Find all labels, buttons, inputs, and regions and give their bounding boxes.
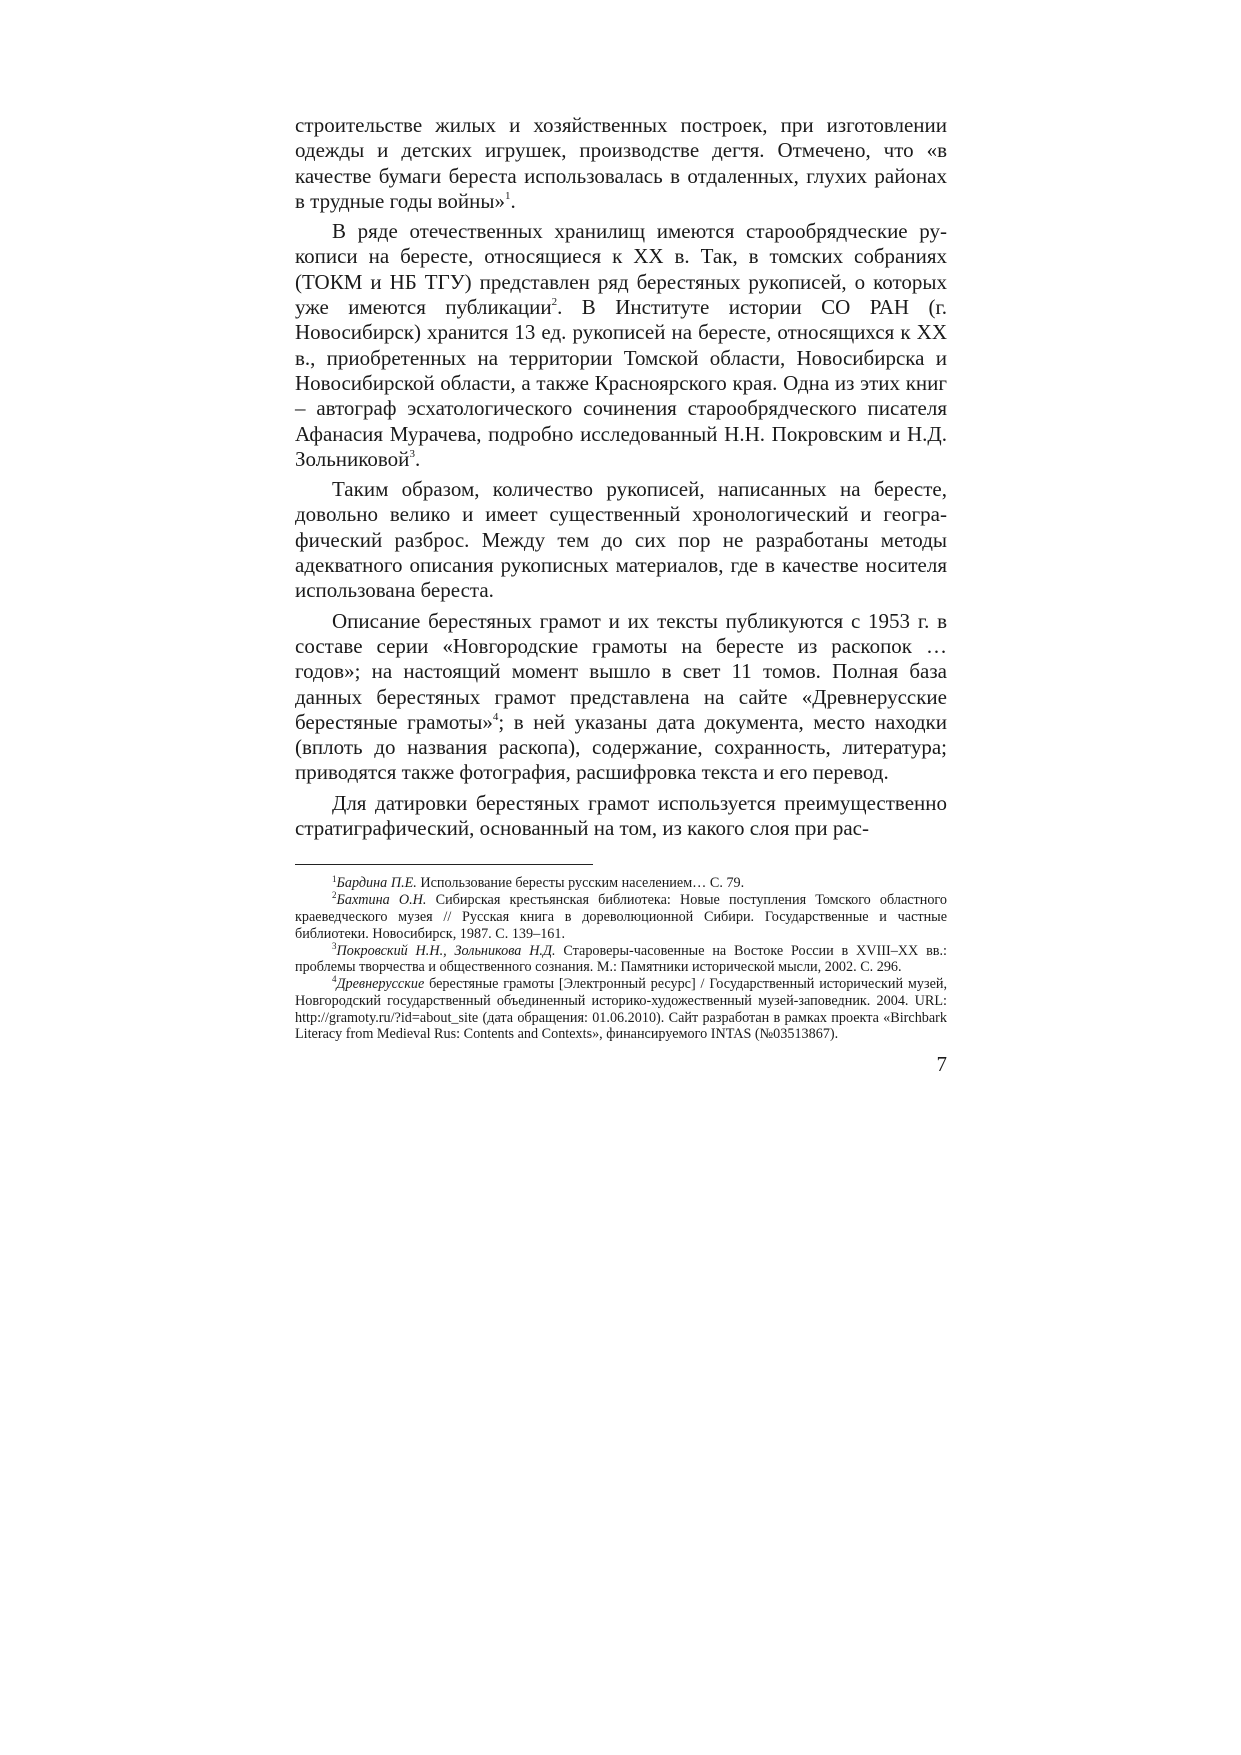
page-number: 7 — [936, 1052, 947, 1077]
footnote-number: 3 — [332, 940, 337, 951]
footnote-divider — [295, 864, 593, 865]
footnote — [295, 940, 947, 977]
footnote — [295, 976, 947, 1043]
footnote-text: Староверы-часовенные на Востоке России в XVIII–XX вв.: проблемы творчества и общественного сознания. М.: Памятники исторической мысли, 2002. С. 296. — [295, 942, 947, 976]
paragraph-text: Таким образом, количество рукописей, написанных на бересте, довольно велико и имеет существенный хронологический и географический разброс. Между тем до сих пор не разработаны методы адекватного описания рукописных материалов, где в качестве носителя использована береста. — [295, 477, 947, 603]
paragraph-text: В ряде отечественных хранилищ имеются старообрядческие рукописи на бересте, относящиеся к XX в. Так, в томских собраниях (ТОКМ и НБ ТГУ) представлен ряд берестяных рукописей, о которых уже имеются публикации — [295, 219, 947, 320]
footnote-author: Бахтина О.Н. — [336, 892, 427, 909]
footnotes — [295, 875, 947, 1043]
footnote-ref: 1 — [505, 189, 511, 202]
paragraph-text: Для датировки берестяных грамот используется преимущественно стратиграфический, основанный на том, из какого слоя при рас- — [295, 790, 947, 841]
paragraph-text: Описание берестяных грамот и их тексты публикуются с 1953 г. в составе серии «Новгородские грамоты на бересте из раскопок … годов»; на настоящий момент вышло в свет 11 томов. Полная база данных берестяных грамот представлена на сайте «Древнерусские берестяные грамоты» — [295, 608, 947, 734]
paragraph-text: . В Институте истории СО РАН (г. Новосибирск) хранится 13 ед. рукописей на бересте, относящихся к XX в., приобретенных на территории Томской области, Новосибирска и Новосибирской области, а также Красноярского края. Одна из этих книг – автограф эсхатологического сочинения старообрядческого писателя Афанасия Мурачева, подробно исследованный Н.Н. Покровским и Н.Д. Зольниковой — [295, 295, 947, 471]
paragraph — [295, 609, 947, 786]
paragraph — [295, 791, 947, 842]
footnote — [295, 892, 947, 942]
footnote-text: берестяные грамоты [Электронный ресурс] / Государственный исторический музей, Новгородский государственный объединенный историко-художественный музей-заповедник. 2004. URL: http://gramoty.ru/?id=about_site (дата обращения: 01.06.2010). Сайт разработан в рамках проекта «Birchbark Literacy from Medieval Rus: Contents and Contexts», финансируемого INTAS (№03513867). — [295, 976, 947, 1043]
paragraph — [295, 219, 947, 472]
paragraph-text: . — [414, 446, 421, 471]
footnote-ref: 4 — [492, 710, 499, 723]
paragraph — [295, 477, 947, 603]
paragraph-text: . — [510, 188, 516, 213]
footnote-number: 2 — [332, 890, 337, 901]
paragraph — [295, 113, 947, 214]
footnote — [295, 875, 947, 892]
footnote-author: Древнерусские — [336, 976, 425, 993]
footnote-text: Сибирская крестьянская библиотека: Новые поступления Томского областного краеведческого музея // Русская книга в дореволюционной Сибири. Государственные и частные библиотеки. Новосибирск, 1987. С. 139–161. — [295, 892, 947, 942]
paragraph-text: строительстве жилых и хозяйственных построек, при изготовлении одежды и детских игрушек, производстве дегтя. Отмечено, что «в качестве бумаги береста использовалась в отдаленных, глухих районах в трудные годы войны» — [295, 113, 947, 213]
footnote-ref: 2 — [551, 296, 558, 309]
footnote-number: 1 — [332, 873, 337, 884]
paragraph-text: ; в ней указаны дата документа, место находки (вплоть до названия раскопа), содержание, сохранность, литература; приводятся также фотография, расшифровка текста и его перевод. — [295, 709, 947, 785]
main-text — [295, 113, 947, 841]
footnote-author: Бардина П.Е. — [336, 875, 417, 892]
footnote-author: Покровский Н.Н., Зольникова Н.Д. — [336, 942, 556, 959]
footnote-text: Использование бересты русским населением… С. 79. — [416, 875, 745, 892]
page-content — [295, 113, 947, 1076]
footnote-ref: 3 — [409, 447, 415, 460]
footnote-number: 4 — [332, 974, 337, 985]
